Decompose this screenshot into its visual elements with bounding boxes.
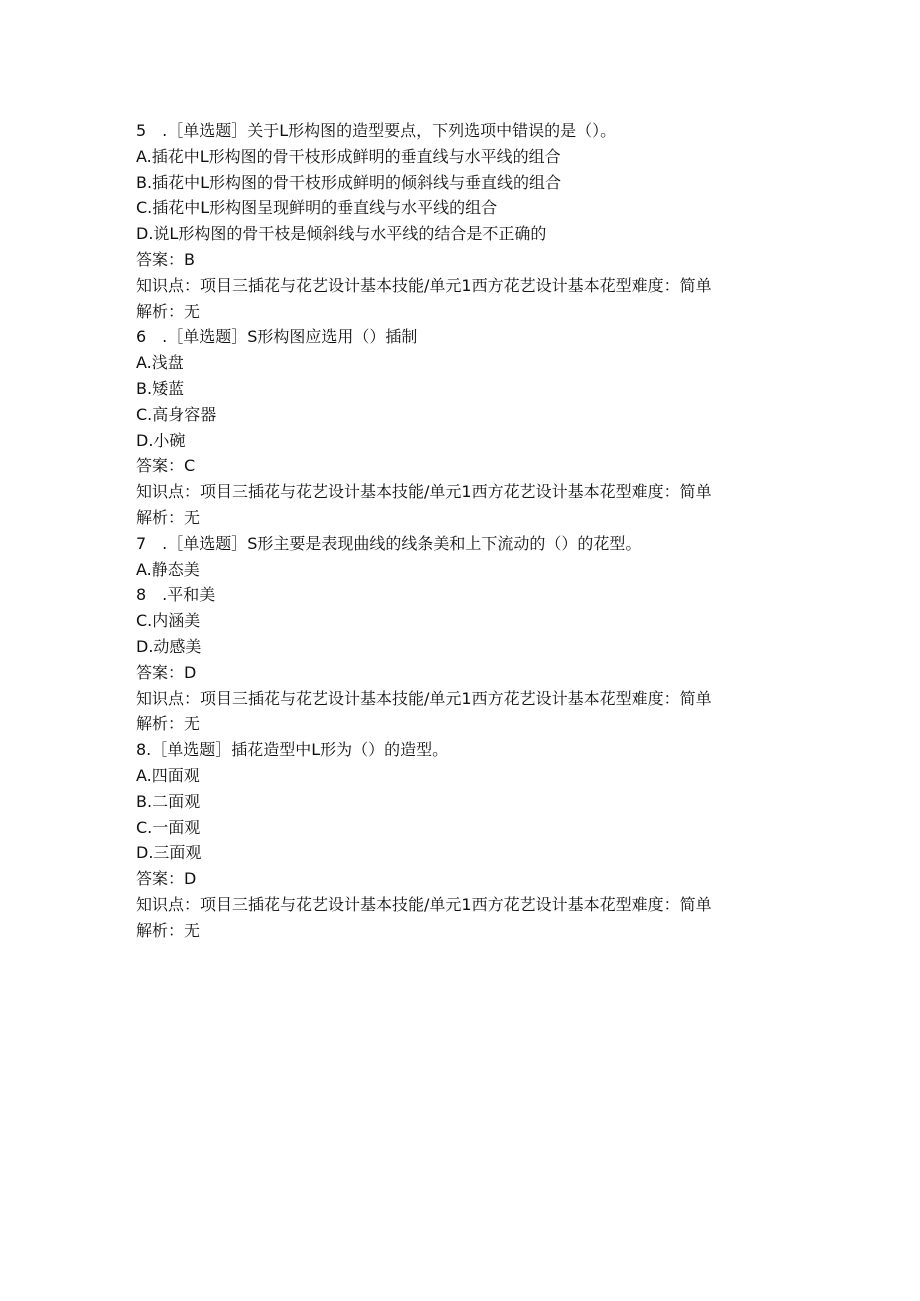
question-block [136, 324, 836, 530]
option-c: C.高身容器 [136, 404, 217, 424]
option-c: C.插花中L形构图呈现鲜明的垂直线与水平线的组合 [136, 198, 498, 218]
option-d: D.三面观 [136, 843, 202, 863]
question-stem: 5 .［单选题］关于L形构图的造型要点，下列选项中错误的是（）。 [136, 121, 617, 140]
answer-line: 答案：D [136, 869, 197, 889]
knowledge-point: 知识点：项目三插花与花艺设计基本技能/单元1西方花艺设计基本花型难度：简单 [136, 894, 712, 914]
option-a: A.浅盘 [136, 353, 184, 373]
option-b: B.二面观 [136, 791, 201, 811]
answer-line: 答案：B [136, 249, 195, 269]
question-stem: 6 .［单选题］S形构图应选用（）插制 [136, 327, 418, 347]
option-b: B.插花中L形构图的骨干枝形成鲜明的倾斜线与垂直线的组合 [136, 172, 561, 192]
analysis-line: 解析：无 [136, 714, 201, 734]
option-b: B.矮蓝 [136, 378, 185, 398]
option-b: 8 .平和美 [136, 585, 216, 605]
option-a: A.插花中L形构图的骨干枝形成鲜明的垂直线与水平线的组合 [136, 146, 561, 166]
option-a: A.四面观 [136, 765, 200, 785]
document-page [136, 118, 836, 944]
option-d: D.说L形构图的骨干枝是倾斜线与水平线的结合是不正确的 [136, 224, 547, 244]
option-d: D.动感美 [136, 636, 202, 656]
question-stem: 7 .［单选题］S形主要是表现曲线的线条美和上下流动的（）的花型。 [136, 533, 642, 553]
option-a: A.静态美 [136, 559, 200, 579]
option-c: C.一面观 [136, 817, 201, 837]
answer-line: 答案：D [136, 662, 197, 682]
option-d: D.小碗 [136, 430, 186, 450]
question-stem: 8.［单选题］插花造型中L形为（）的造型。 [136, 740, 449, 760]
knowledge-point: 知识点：项目三插花与花艺设计基本技能/单元1西方花艺设计基本花型难度：简单 [136, 275, 712, 295]
analysis-line: 解析：无 [136, 507, 201, 527]
question-block [136, 118, 836, 324]
analysis-line: 解析：无 [136, 920, 201, 940]
option-c: C.内涵美 [136, 611, 201, 631]
answer-line: 答案：C [136, 456, 196, 476]
knowledge-point: 知识点：项目三插花与花艺设计基本技能/单元1西方花艺设计基本花型难度：简单 [136, 482, 712, 502]
knowledge-point: 知识点：项目三插花与花艺设计基本技能/单元1西方花艺设计基本花型难度：简单 [136, 688, 712, 708]
question-block [136, 737, 836, 943]
question-block [136, 531, 836, 737]
analysis-line: 解析：无 [136, 301, 201, 321]
